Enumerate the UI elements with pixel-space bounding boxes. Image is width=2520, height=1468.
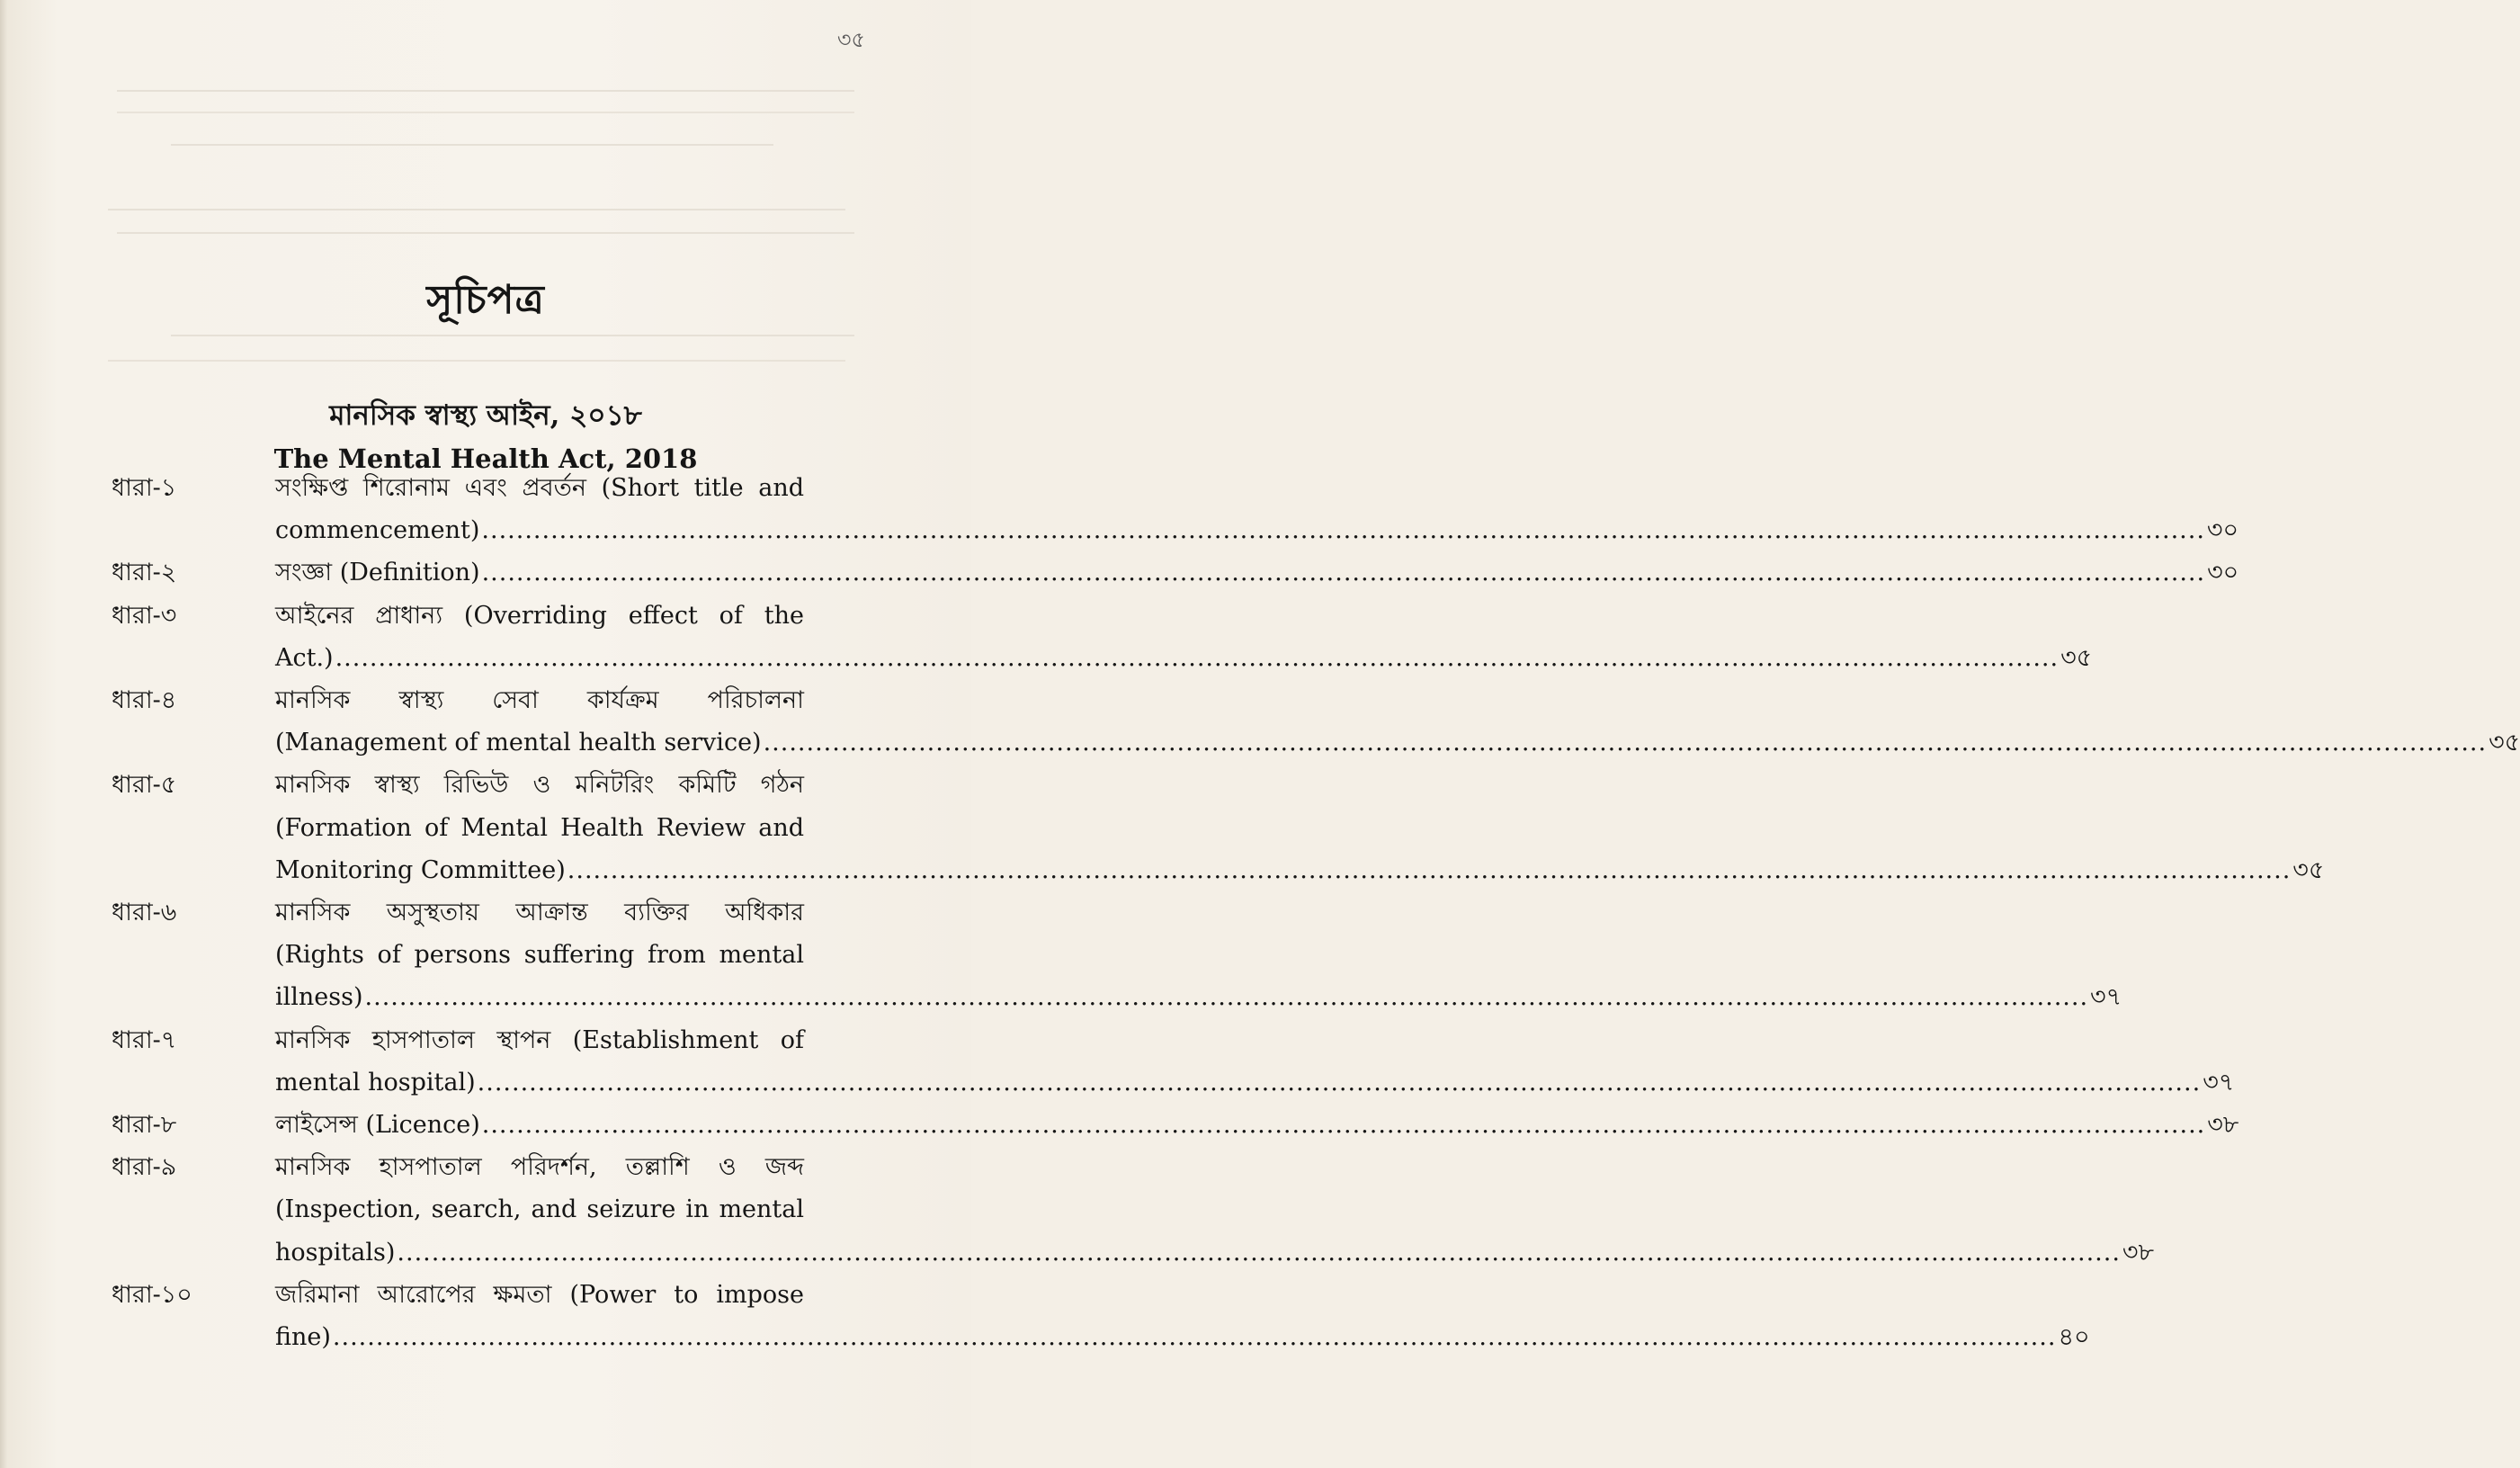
toc-section-number: ধারা-৬ xyxy=(112,899,177,926)
toc-entry-text: মানসিক অসুস্থতায় আক্রান্ত ব্যক্তির অধিকার xyxy=(275,899,804,926)
toc-entry-text: Act.) xyxy=(275,643,334,672)
toc-section-number: ধারা-১ xyxy=(112,474,177,502)
toc-entry-leader-line xyxy=(275,980,2122,1016)
toc-entry-text: মানসিক হাসপাতাল পরিদর্শন, তল্লাশি ও জব্দ xyxy=(275,1153,804,1182)
toc-entry-text: মানসিক স্বাস্থ্য সেবা কার্যক্রম পরিচালনা xyxy=(275,686,804,714)
dot-leader: ........................................................................................................................................................................................................ xyxy=(477,1068,2202,1097)
toc-entry-leader-line xyxy=(275,1235,2154,1271)
dot-leader: ........................................................................................................................................................................................................ xyxy=(763,729,2488,757)
toc-page-number: ৩৫ xyxy=(2292,855,2325,884)
dot-leader: ........................................................................................................................................................................................................ xyxy=(481,559,2206,587)
page-binding-shadow xyxy=(0,0,7,1468)
toc-entry-text: (Inspection, search, and seizure in mental xyxy=(275,1195,804,1224)
toc-entry-leader-line xyxy=(275,1107,2239,1143)
toc-page-number: ৩০ xyxy=(2206,516,2239,545)
toc-entry-text: hospitals) xyxy=(275,1238,396,1267)
toc-entry-text: জরিমানা আরোপের ক্ষমতা (Power to impose xyxy=(275,1280,804,1309)
toc-entry-leader-line xyxy=(275,555,2239,591)
toc-entry-text: illness) xyxy=(275,983,363,1012)
toc-section-number: ধারা-৫ xyxy=(112,771,177,800)
toc-entry-text: Monitoring Committee) xyxy=(275,855,566,884)
toc-entry-leader-line xyxy=(275,513,2239,549)
toc-entry-text: mental hospital) xyxy=(275,1068,476,1097)
toc-page-number: ৪০ xyxy=(2058,1323,2090,1351)
toc-page-number: ৩৭ xyxy=(2090,983,2122,1012)
toc-page-number: ৩৮ xyxy=(2207,1111,2239,1139)
act-title-english: The Mental Health Act, 2018 xyxy=(273,443,698,474)
page-title: সূচিপত্র xyxy=(426,277,545,323)
toc-entry-text: মানসিক হাসপাতাল স্থাপন (Establishment of xyxy=(275,1025,804,1054)
toc-entry-text: fine) xyxy=(275,1323,331,1351)
dot-leader: ........................................................................................................................................................................................................ xyxy=(567,855,2292,884)
toc-entry-text: (Rights of persons suffering from mental xyxy=(275,941,804,970)
toc-page-number: ৩৭ xyxy=(2203,1068,2235,1097)
dot-leader: ........................................................................................................................................................................................................ xyxy=(481,1111,2206,1139)
toc-entry-text: আইনের প্রাধান্য (Overriding effect of the xyxy=(275,601,804,630)
toc-entry-text: (Management of mental health service) xyxy=(275,729,762,757)
toc-page-number: ৩৫ xyxy=(2060,643,2093,672)
page-number: ৩৫ xyxy=(836,27,865,52)
dot-leader: ........................................................................................................................................................................................................ xyxy=(481,516,2205,545)
dot-leader: ........................................................................................................................................................................................................ xyxy=(364,983,2089,1012)
toc-entry-leader-line xyxy=(275,1065,2235,1101)
toc-section-number: ধারা-৩ xyxy=(112,601,177,630)
dot-leader: ........................................................................................................................................................................................................ xyxy=(332,1323,2057,1351)
toc-page-number: ৩০ xyxy=(2207,559,2239,587)
toc-entry-text: commencement) xyxy=(275,516,480,545)
toc-entry-text: লাইসেন্স (Licence) xyxy=(275,1111,480,1139)
toc-section-number: ধারা-৮ xyxy=(112,1111,177,1139)
toc-entry-text: সংক্ষিপ্ত শিরোনাম এবং প্রবর্তন (Short title and xyxy=(275,474,804,502)
toc-section-number: ধারা-১০ xyxy=(112,1280,192,1309)
toc-entry-leader-line xyxy=(275,1320,2090,1356)
toc-section-number: ধারা-৭ xyxy=(112,1025,177,1054)
act-title-bengali: মানসিক স্বাস্থ্য আইন, ২০১৮ xyxy=(329,399,642,432)
toc-entry-text: সংজ্ঞা (Definition) xyxy=(275,559,480,587)
toc-entry-leader-line xyxy=(275,725,2520,761)
dot-leader: ........................................................................................................................................................................................................ xyxy=(335,643,2060,672)
toc-section-number: ধারা-৯ xyxy=(112,1153,177,1182)
toc-entry-text: মানসিক স্বাস্থ্য রিভিউ ও মনিটরিং কমিটি গঠন xyxy=(275,771,804,800)
dot-leader: ........................................................................................................................................................................................................ xyxy=(397,1238,2121,1267)
toc-page-number: ৩৫ xyxy=(2489,729,2520,757)
toc-section-number: ধারা-২ xyxy=(112,559,177,587)
toc-entry-leader-line xyxy=(275,853,2325,889)
toc-section-number: ধারা-৪ xyxy=(112,686,177,714)
toc-entry-leader-line xyxy=(275,640,2093,676)
toc-entry-text: (Formation of Mental Health Review and xyxy=(275,813,804,842)
toc-page-number: ৩৮ xyxy=(2122,1238,2154,1267)
